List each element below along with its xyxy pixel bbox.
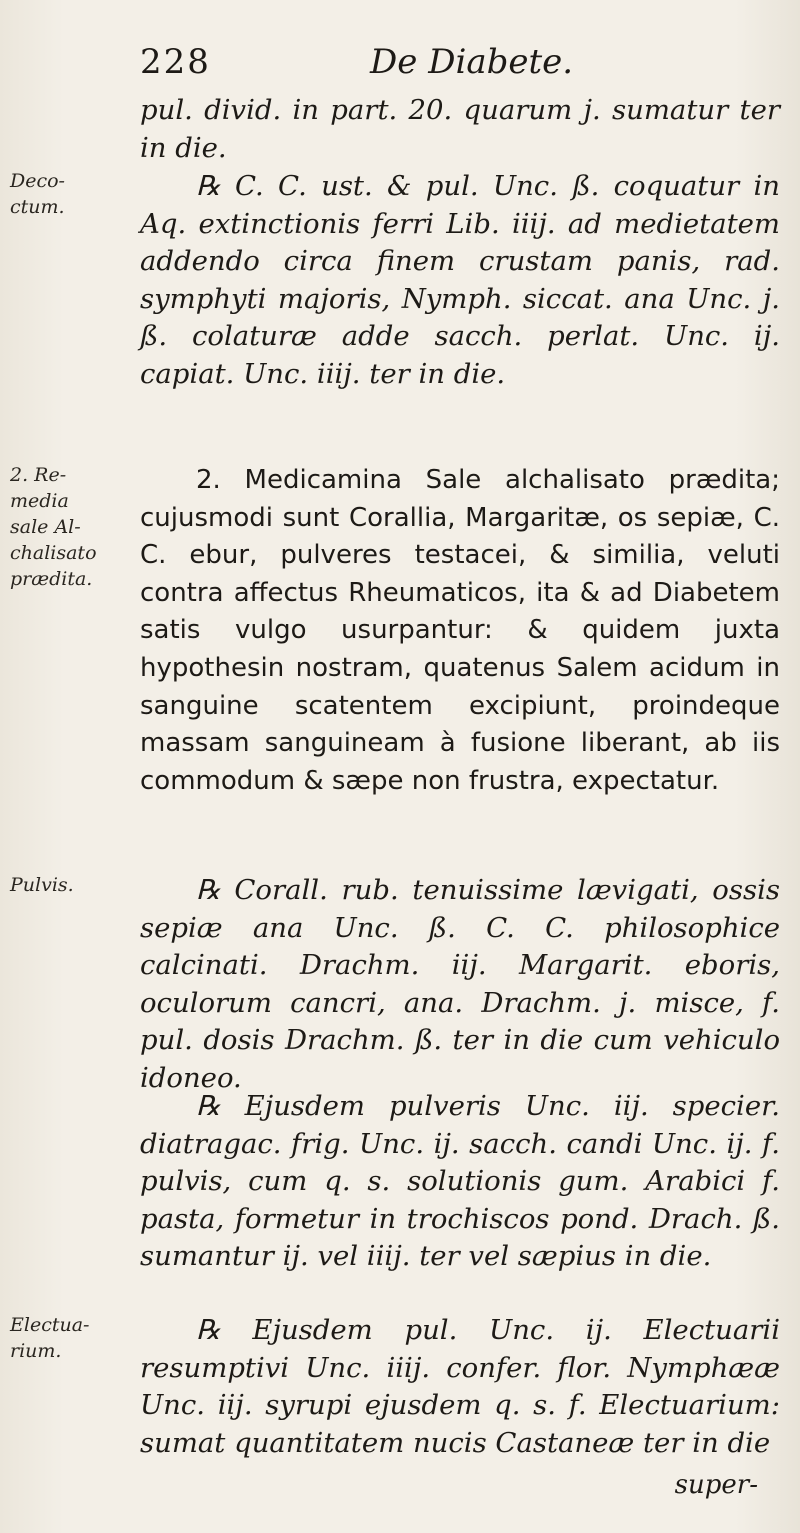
- margin-note-electuarium: Electua- rium.: [10, 1314, 90, 1362]
- running-title: De Diabete.: [370, 42, 574, 82]
- page-number: 228: [140, 42, 211, 82]
- margin-note-remedia: 2. Re- media sale Al- chalisato prædita.: [10, 464, 97, 590]
- paragraph-p5: ℞ Ejusdem pulveris Unc. iij. specier. diatragac. frig. Unc. ij. sacch. candi Unc. ij. f. pulvis, cum q. s. solutionis gum. Arabici f. pasta, formetur in trochiscos pond. Drach. ß. sumantur ij. vel iiij. ter vel sæpius in die.: [140, 1090, 780, 1273]
- page-header: [0, 42, 800, 92]
- margin-note-pulvis: Pulvis.: [10, 874, 74, 896]
- margin-note-decoctum: Deco- ctum.: [10, 170, 65, 218]
- paragraph-p4: ℞ Corall. rub. tenuissime lævigati, ossis sepiæ ana Unc. ß. C. C. philosophice calcinati. Drachm. iij. Margarit. eboris, oculorum cancri, ana. Drachm. j. misce, f. pul. dosis Drachm. ß. ter in die cum vehiculo idoneo.: [140, 874, 780, 1094]
- paragraph-p6: ℞ Ejusdem pul. Unc. ij. Electuarii resumptivi Unc. iiij. confer. flor. Nymphææ Unc. iij. syrupi ejusdem q. s. f. Electuarium: sumat quantitatem nucis Castaneæ ter in die: [140, 1314, 780, 1459]
- paragraph-p2: ℞ C. C. ust. & pul. Unc. ß. coquatur in Aq. extinctionis ferri Lib. iiij. ad medietatem addendo circa finem crustam panis, rad. symphyti majoris, Nymph. siccat. ana Unc. j. ß. colaturæ adde sacch. perlat. Unc. ij. capiat. Unc. iiij. ter in die.: [140, 170, 780, 390]
- paragraph-p3: 2. Medicamina Sale alchalisato prædita; cujusmodi sunt Corallia, Margaritæ, os sepiæ, C. C. ebur, pulveres testacei, & similia, veluti contra affectus Rheumaticos, ita & ad Diabetem satis vulgo usurpantur: & quidem juxta hypothesin nostram, quatenus Salem acidum in sanguine scatentem excipiunt, proindeque massam sanguineam à fusione liberant, ab iis commodum & sæpe non frustra, expectatur.: [140, 465, 780, 796]
- catchword: super-: [674, 1470, 758, 1500]
- paragraph-p1: pul. divid. in part. 20. quarum j. sumatur ter in die.: [140, 94, 780, 164]
